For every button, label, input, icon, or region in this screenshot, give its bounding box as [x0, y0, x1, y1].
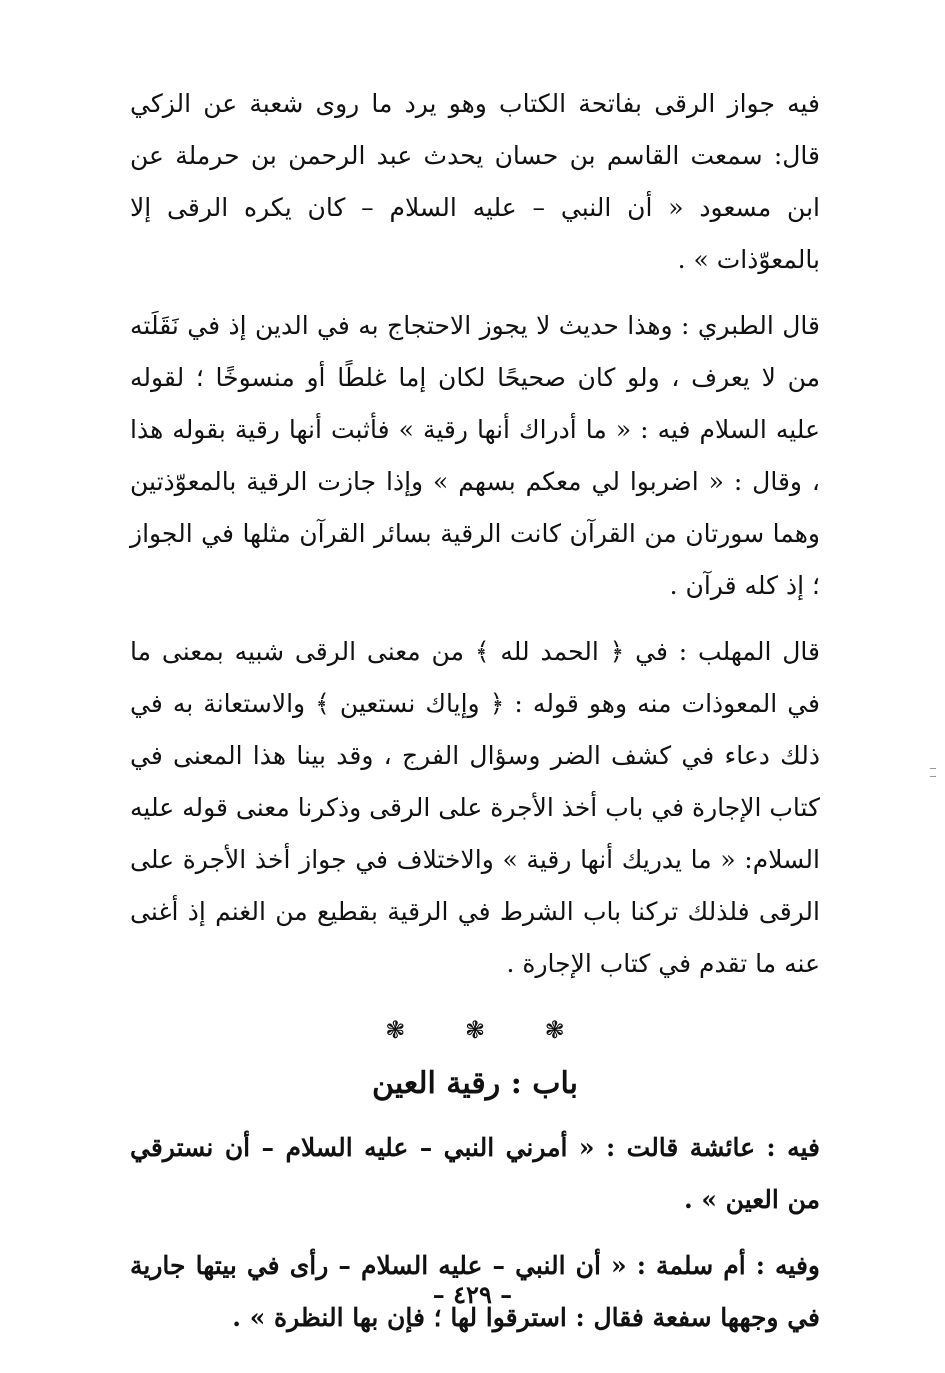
margin-mark: [930, 776, 936, 777]
paragraph-2: قال الطبري : وهذا حديث لا يجوز الاحتجاج به في الدين إذ في نَقَلَته من لا يعرف ، ولو كان صحيحًا لكان إما غلطًا أو منسوخًا ؛ لقوله عليه السلام فيه : « ما أدراك أنها رقية » فأثبت أنها رقية بقوله هذا ، وقال : « اضربوا لي معكم بسهم » وإذا جازت الرقية بالمعوّذتين وهما سورتان من القرآن كانت الرقية بسائر القرآن مثلها في الجواز ؛ إذ كله قرآن .: [130, 311, 820, 600]
page-number: – ٤٢٩ –: [432, 1280, 513, 1309]
section-separator: ❃ ❃ ❃: [385, 1016, 565, 1044]
paragraph-1: فيه جواز الرقى بفاتحة الكتاب وهو يرد ما روى شعبة عن الزكي قال: سمعت القاسم بن حسان يحدث عبد الرحمن بن حرملة عن ابن مسعود « أن النبي – عليه السلام – كان يكره الرقى إلا بالمعوّذات » .: [130, 89, 820, 274]
page-body: [130, 78, 820, 1358]
paragraph-3: قال المهلب : في ﴿ الحمد لله ﴾ من معنى الرقى شبيه بمعنى ما في المعوذات منه وهو قوله : ﴿ وإياك نستعين ﴾ والاستعانة به في ذلك دعاء في كشف الضر وسؤال الفرج ، وقد بينا هذا المعنى في كتاب الإجارة في باب أخذ الأجرة على الرقى وذكرنا معنى قوله عليه السلام: « ما يدريك أنها رقية » والاختلاف في جواز أخذ الأجرة على الرقى فلذلك تركنا باب الشرط في الرقية بقطيع من الغنم إذ أغنى عنه ما تقدم في كتاب الإجارة .: [130, 637, 820, 978]
margin-mark: [930, 768, 936, 769]
hadith-paragraph-1: فيه : عائشة قالت : « أمرني النبي – عليه السلام – أن نسترقي من العين » .: [130, 1133, 820, 1214]
chapter-title: باب : رقية العين: [372, 1066, 578, 1101]
hadith-paragraph-2: وفيه : أم سلمة : « أن النبي – عليه السلام – رأى في بيتها جارية في وجهها سفعة فقال : استرقوا لها ؛ فإن بها النظرة » .: [130, 1251, 820, 1332]
